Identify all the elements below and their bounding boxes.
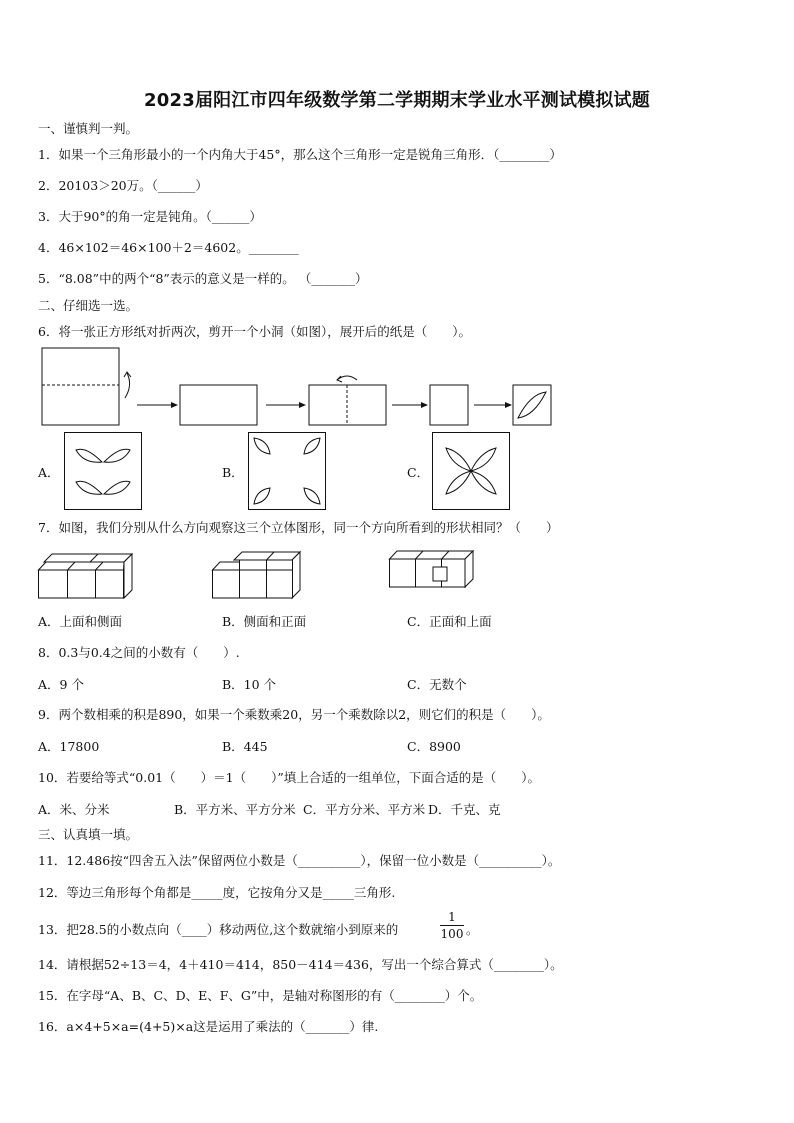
q9-option-b: B．445	[222, 739, 268, 754]
question-9: 9．两个数相乘的积是890，如果一个乘数乘20，另一个乘数除以2，则它们的积是（ ）。	[38, 707, 550, 722]
q8-option-a: A．9 个	[38, 677, 84, 692]
q10-option-d: D．千克、克	[428, 802, 501, 817]
option-c-figure	[432, 432, 510, 510]
page-title: 2023届阳江市四年级数学第二学期期末学业水平测试模拟试题	[144, 90, 650, 111]
cube-figure-1	[38, 552, 138, 602]
option-c-label: C．	[407, 465, 430, 480]
question-12: 12．等边三角形每个角都是_____度，它按角分又是_____三角形.	[38, 885, 396, 900]
cube-figure-2	[212, 550, 312, 602]
question-7: 7．如图，我们分别从什么方向观察这三个立体图形，同一个方向所看到的形状相同？（ ）	[38, 520, 559, 535]
option-b-label: B．	[222, 465, 244, 480]
question-16: 16．a×4+5×a=(4+5)×a这是运用了乘法的（_______）律.	[38, 1019, 379, 1034]
q10-option-b: B．平方米、平方分米	[174, 802, 296, 817]
question-3: 3．大于90°的角一定是钝角。（______）	[38, 209, 262, 224]
q7-option-c: C．正面和上面	[407, 614, 492, 629]
question-1: 1．如果一个三角形最小的一个内角大于45°，那么这个三角形一定是锐角三角形．（________）	[38, 147, 562, 162]
q8-option-b: B．10 个	[222, 677, 277, 692]
section-heading: 一、谨慎判一判。	[38, 121, 139, 136]
question-15: 15．在字母“A、B、C、D、E、F、G”中，是轴对称图形的有（________）个。	[38, 988, 483, 1003]
question-2: 2．20103＞20万。（______）	[38, 178, 208, 193]
option-a-figure	[64, 432, 142, 510]
question-14: 14．请根据52÷13＝4，4＋410＝414，850－414＝436，写出一个综合算式（________）。	[38, 957, 563, 972]
option-a-label: A．	[38, 465, 60, 480]
folding-sequence-figure	[0, 340, 794, 430]
cube-figure-3	[389, 549, 479, 591]
fraction-numerator: 1	[448, 910, 456, 924]
question-11: 11．12.486按“四舍五入法”保留两位小数是（__________），保留一位小数是（__________）。	[38, 853, 561, 868]
question-8: 8．0.3与0.4之间的小数有（ ）.	[38, 645, 240, 660]
q10-option-c: C．平方分米、平方米	[303, 802, 426, 817]
q7-option-b: B．侧面和正面	[222, 614, 307, 629]
question-4: 4．46×102＝46×100＋2＝4602。________	[38, 240, 299, 255]
q7-option-a: A．上面和侧面	[38, 614, 123, 629]
question-5: 5．“8.08”中的两个“8”表示的意义是一样的。 （_______）	[38, 271, 368, 286]
question-10: 10．若要给等式“0.01（ ）＝1（ ）”填上合适的一组单位，下面合适的是（ ）。	[38, 770, 540, 785]
section-heading: 三、认真填一填。	[38, 827, 139, 842]
question-13: 13．把28.5的小数点向（____）移动两位,这个数就缩小到原来的	[38, 922, 399, 937]
fraction-denominator: 100	[440, 927, 464, 941]
option-b-figure	[248, 432, 326, 510]
section-heading: 二、仔细选一选。	[38, 298, 139, 313]
fraction-one-hundredth	[440, 910, 464, 941]
q9-option-a: A．17800	[38, 739, 100, 754]
q8-option-c: C．无数个	[407, 677, 467, 692]
question-13-end: 。	[466, 922, 479, 937]
question-6: 6．将一张正方形纸对折两次，剪开一个小洞（如图），展开后的纸是（ ）。	[38, 324, 471, 339]
q10-option-a: A．米、分米	[38, 802, 110, 817]
q9-option-c: C．8900	[407, 739, 461, 754]
